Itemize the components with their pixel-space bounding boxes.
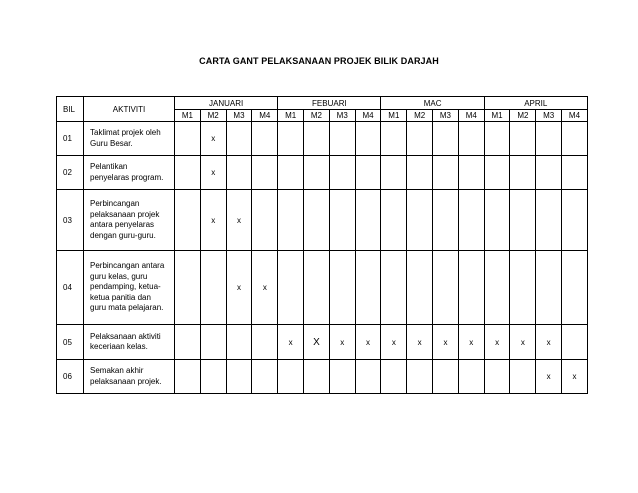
schedule-cell — [536, 190, 562, 251]
aktiviti-line: Guru Besar. — [90, 138, 133, 148]
aktiviti-line: keceriaan kelas. — [90, 342, 148, 351]
schedule-cell — [536, 156, 562, 190]
schedule-cell — [433, 156, 459, 190]
header-bil: BIL — [57, 97, 84, 122]
schedule-cell: x — [226, 251, 252, 325]
schedule-cell — [510, 156, 536, 190]
schedule-cell — [226, 325, 252, 360]
schedule-cell — [329, 251, 355, 325]
header-week: M2 — [200, 110, 226, 122]
row-bil: 03 — [57, 190, 84, 251]
aktiviti-line: pelaksanaan projek — [90, 209, 160, 219]
header-month-mac: MAC — [381, 97, 484, 110]
aktiviti-line: Pelantikan — [90, 162, 128, 171]
schedule-cell: x — [200, 190, 226, 251]
row-aktiviti — [84, 190, 175, 251]
schedule-cell — [355, 251, 381, 325]
schedule-cell — [433, 251, 459, 325]
header-week: M4 — [458, 110, 484, 122]
header-week: M3 — [433, 110, 459, 122]
schedule-cell — [355, 190, 381, 251]
schedule-cell — [175, 325, 201, 360]
schedule-cell — [200, 251, 226, 325]
schedule-cell — [562, 251, 588, 325]
schedule-cell — [407, 122, 433, 156]
schedule-cell: x — [381, 325, 407, 360]
header-week: M4 — [355, 110, 381, 122]
schedule-cell: x — [355, 325, 381, 360]
schedule-cell — [252, 122, 278, 156]
schedule-cell — [536, 251, 562, 325]
schedule-cell — [175, 251, 201, 325]
header-week: M1 — [484, 110, 510, 122]
schedule-cell — [407, 360, 433, 394]
schedule-cell — [252, 190, 278, 251]
schedule-cell: x — [329, 325, 355, 360]
row-aktiviti — [84, 360, 175, 394]
aktiviti-line: Semakan akhir — [90, 366, 144, 375]
table-row — [57, 190, 588, 251]
schedule-cell: x — [536, 360, 562, 394]
schedule-cell — [175, 156, 201, 190]
schedule-cell: x — [200, 122, 226, 156]
schedule-cell — [252, 360, 278, 394]
row-bil: 04 — [57, 251, 84, 325]
schedule-cell — [175, 190, 201, 251]
header-week: M3 — [226, 110, 252, 122]
schedule-cell — [433, 360, 459, 394]
schedule-cell — [562, 122, 588, 156]
aktiviti-line: guru mata pelajaran. — [90, 303, 164, 313]
schedule-cell — [278, 156, 304, 190]
schedule-cell: x — [536, 325, 562, 360]
aktiviti-line: guru kelas, guru — [90, 271, 148, 281]
schedule-cell — [355, 122, 381, 156]
schedule-cell — [484, 190, 510, 251]
schedule-cell — [329, 156, 355, 190]
table-row — [57, 360, 588, 394]
schedule-cell: x — [407, 325, 433, 360]
schedule-cell — [407, 156, 433, 190]
schedule-cell: x — [562, 360, 588, 394]
schedule-cell — [562, 156, 588, 190]
schedule-cell — [329, 190, 355, 251]
schedule-cell — [304, 360, 330, 394]
schedule-cell — [510, 122, 536, 156]
header-week: M4 — [562, 110, 588, 122]
schedule-cell: x — [484, 325, 510, 360]
row-bil: 01 — [57, 122, 84, 156]
schedule-cell — [226, 156, 252, 190]
schedule-cell — [510, 251, 536, 325]
schedule-cell — [355, 156, 381, 190]
schedule-cell: x — [458, 325, 484, 360]
schedule-cell — [458, 360, 484, 394]
schedule-cell — [175, 122, 201, 156]
schedule-cell — [278, 122, 304, 156]
schedule-cell — [562, 190, 588, 251]
row-aktiviti — [84, 325, 175, 360]
aktiviti-line: Taklimat projek oleh — [90, 128, 161, 137]
row-aktiviti — [84, 251, 175, 325]
schedule-cell — [381, 360, 407, 394]
schedule-cell — [458, 156, 484, 190]
schedule-cell — [433, 190, 459, 251]
aktiviti-line: Perbincangan — [90, 199, 140, 208]
schedule-cell — [484, 122, 510, 156]
schedule-cell — [252, 156, 278, 190]
aktiviti-line: penyelaras program. — [90, 172, 164, 182]
schedule-cell — [278, 251, 304, 325]
header-aktiviti: AKTIVITI — [84, 97, 175, 122]
schedule-cell: x — [433, 325, 459, 360]
schedule-cell — [304, 251, 330, 325]
schedule-cell — [510, 190, 536, 251]
schedule-cell — [536, 122, 562, 156]
table-row — [57, 325, 588, 360]
schedule-cell — [175, 360, 201, 394]
schedule-cell — [458, 251, 484, 325]
schedule-cell — [381, 190, 407, 251]
aktiviti-line: Perbincangan antara — [90, 261, 165, 271]
aktiviti-line: ketua panitia dan — [90, 292, 151, 302]
aktiviti-line: Pelaksanaan aktiviti — [90, 331, 161, 341]
aktiviti-line: dengan guru-guru. — [90, 230, 156, 240]
schedule-cell — [381, 251, 407, 325]
schedule-cell: x — [252, 251, 278, 325]
header-week: M2 — [304, 110, 330, 122]
row-bil: 05 — [57, 325, 84, 360]
header-week: M3 — [329, 110, 355, 122]
schedule-cell: x — [278, 325, 304, 360]
schedule-cell — [226, 360, 252, 394]
table-row — [57, 251, 588, 325]
row-bil: 06 — [57, 360, 84, 394]
schedule-cell — [278, 190, 304, 251]
schedule-cell — [200, 360, 226, 394]
schedule-cell — [355, 360, 381, 394]
schedule-cell — [562, 325, 588, 360]
schedule-cell — [200, 325, 226, 360]
schedule-cell: X — [304, 325, 330, 360]
row-aktiviti — [84, 122, 175, 156]
header-week: M2 — [510, 110, 536, 122]
header-month-april: APRIL — [484, 97, 587, 110]
schedule-cell — [381, 122, 407, 156]
schedule-cell: x — [510, 325, 536, 360]
gantt-body — [57, 122, 588, 394]
schedule-cell — [510, 360, 536, 394]
page-title: CARTA GANT PELAKSANAAN PROJEK BILIK DARJAH — [199, 56, 439, 66]
schedule-cell — [278, 360, 304, 394]
schedule-cell — [458, 122, 484, 156]
schedule-cell: x — [226, 190, 252, 251]
schedule-cell — [458, 190, 484, 251]
header-week: M4 — [252, 110, 278, 122]
schedule-cell — [484, 251, 510, 325]
table-row — [57, 156, 588, 190]
schedule-cell — [407, 190, 433, 251]
schedule-cell — [433, 122, 459, 156]
header-month-januari: JANUARI — [175, 97, 278, 110]
header-week: M1 — [175, 110, 201, 122]
schedule-cell: x — [200, 156, 226, 190]
schedule-cell — [329, 122, 355, 156]
header-week: M1 — [278, 110, 304, 122]
table-row — [57, 122, 588, 156]
schedule-cell — [226, 122, 252, 156]
schedule-cell — [304, 156, 330, 190]
schedule-cell — [484, 360, 510, 394]
header-week: M1 — [381, 110, 407, 122]
schedule-cell — [407, 251, 433, 325]
schedule-cell — [304, 122, 330, 156]
schedule-cell — [329, 360, 355, 394]
header-week: M3 — [536, 110, 562, 122]
gantt-table — [56, 96, 588, 394]
aktiviti-line: antara penyelaras — [90, 220, 155, 229]
header-month-febuari: FEBUARI — [278, 97, 381, 110]
schedule-cell — [252, 325, 278, 360]
row-aktiviti — [84, 156, 175, 190]
schedule-cell — [484, 156, 510, 190]
header-week: M2 — [407, 110, 433, 122]
row-bil: 02 — [57, 156, 84, 190]
schedule-cell — [381, 156, 407, 190]
aktiviti-line: pelaksanaan projek. — [90, 376, 162, 386]
schedule-cell — [304, 190, 330, 251]
aktiviti-line: pendamping, ketua- — [90, 282, 161, 292]
